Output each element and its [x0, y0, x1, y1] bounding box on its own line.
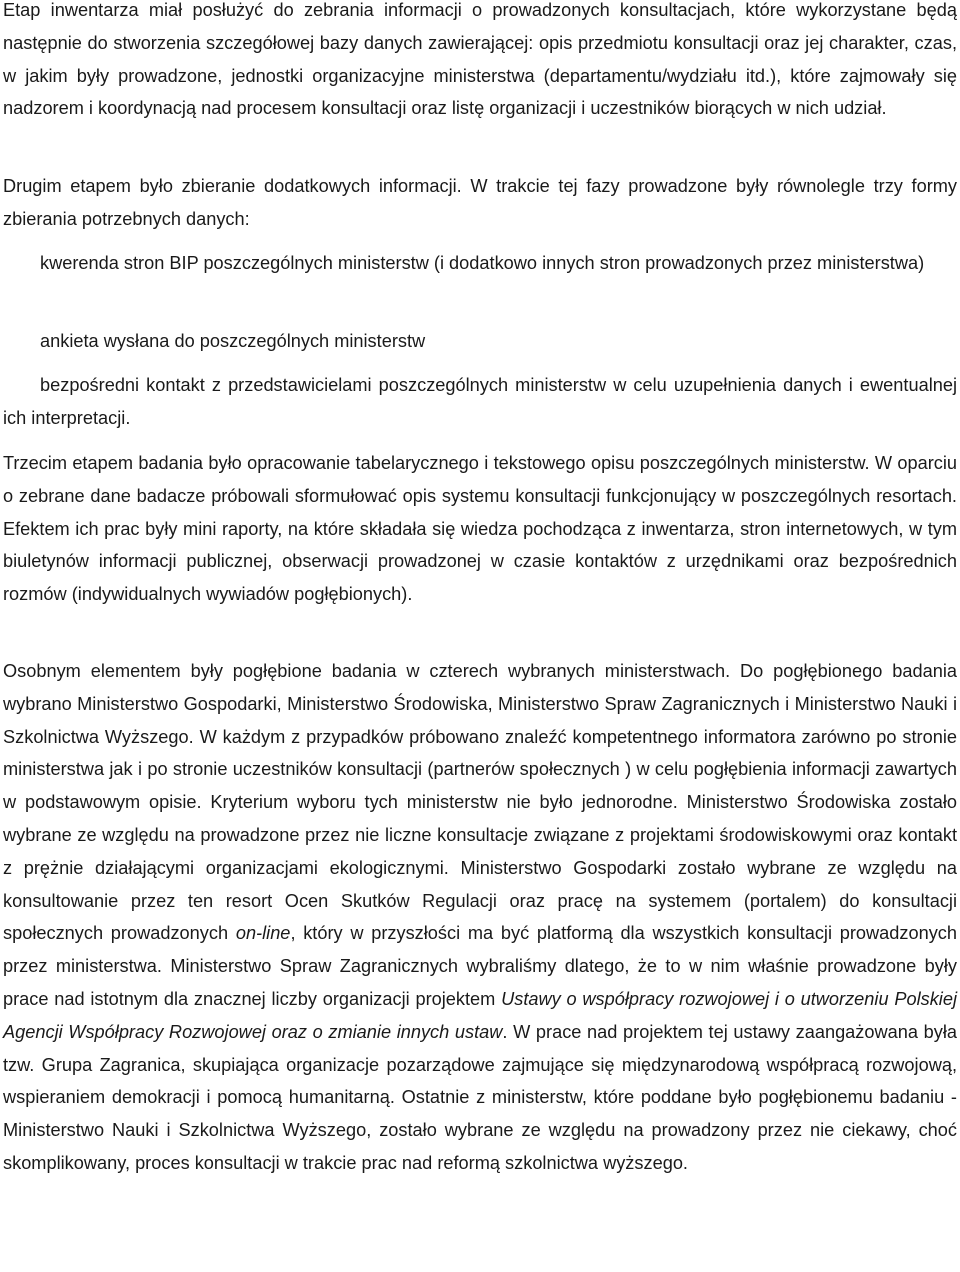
italic-text-online: on-line — [235, 923, 291, 944]
text-segment: Osobnym elementem były pogłębione badania w czterech wybranych ministerstwach. Do pogłębionego badania wybrano Ministerstwo Gospodarki, Ministerstwo Środowiska, Ministerstwo Spraw Zagranicznych i Ministerstwo Nauki i Szkolnictwa Wyższego. W każdym z przypadków próbowano znaleźć kompetentnego informatora zarówno po stronie ministerstwa jak i po stronie uczestników konsultacji (partnerów społecznych ) w celu pogłębienia informacji zawartych w podstawowym opisie. Kryterium wyboru tych ministerstw nie było jednorodne. Ministerstwo Środowiska zostało wybrane ze względu na prowadzone przez nie liczne konsultacje związane z projektami środowiskowymi oraz kontakt z prężnie działającymi organizacjami ekologicznymi. Ministerstwo Gospodarki zostało wybrane ze względu na konsultowanie przez ten resort Ocen Skutków Regulacji oraz pracę na systemem (portalem) do konsultacji społecznych prowadzonych — [3, 661, 957, 944]
paragraph-second-stage: Drugim etapem było zbieranie dodatkowych informacji. W trakcie tej fazy prowadzone były równolegle trzy formy zbierania potrzebnych danych: — [3, 176, 957, 229]
italic-text-act-title: Ustawy o współpracy rozwojowej i o utworzeniu Polskiej Agencji Współpracy Rozwojowej oraz o zmianie innych ustaw — [3, 988, 958, 1042]
list-item-direct-contact: bezpośredni kontakt z przedstawicielami poszczególnych ministerstw w celu uzupełnienia danych i ewentualnej ich interpretacji. — [3, 375, 957, 428]
list-item-bip-query: kwerenda stron BIP poszczególnych ministerstw (i dodatkowo innych stron prowadzonych przez ministerstwa) — [40, 253, 925, 273]
list-item-survey: ankieta wysłana do poszczególnych ministerstw — [40, 331, 426, 351]
text-segment: , który w przyszłości ma być platformą dla wszystkich konsultacji prowadzonych przez ministerstwa. Ministerstwo Spraw Zagranicznych wybraliśmy dlatego, że to w nim właśnie prowadzone były prace nad istotnym dla znacznej liczby organizacji projektem — [3, 923, 957, 1009]
paragraph-third-stage: Trzecim etapem badania było opracowanie tabelarycznego i tekstowego opisu poszczególnych ministerstw. W oparciu o zebrane dane badacze próbowali sformułować opis systemu konsultacji funkcjonujący w poszczególnych resortach. Efektem ich prac były mini raporty, na które składała się wiedza pochodząca z inwentarza, stron internetowych, w tym biuletynów informacji publicznej, obserwacji prowadzonej w czasie kontaktów z urzędnikami oraz bezpośrednich rozmów (indywidualnych wywiadów pogłębionych). — [3, 453, 957, 605]
text-segment: . W prace nad projektem tej ustawy zaangażowana była tzw. Grupa Zagranica, skupiająca organizacje pozarządowe zajmujące się międzynarodową współpracą rozwojową, wspieraniem demokracji i pomocą humanitarną. Ostatnie z ministerstw, które poddane było pogłębionemu badaniu - Ministerstwo Nauki i Szkolnictwa Wyższego, zostało wybrane ze względu na prowadzony przez nie ciekawy, choć skomplikowany, proces konsultacji w trakcie prac nad reformą szkolnictwa wyższego. — [3, 1021, 957, 1173]
paragraph-in-depth-research — [3, 655, 957, 1180]
paragraph-inventory-stage: Etap inwentarza miał posłużyć do zebrania informacji o prowadzonych konsultacjach, które wykorzystane będą następnie do stworzenia szczegółowej bazy danych zawierającej: opis przedmiotu konsultacji oraz jej charakter, czas, w jakim były prowadzone, jednostki organizacyjne ministerstwa (departamentu/wydziału itd.), które zajmowały się nadzorem i koordynacją nad procesem konsultacji oraz listę organizacji i uczestników biorących w nich udział. — [3, 0, 957, 119]
